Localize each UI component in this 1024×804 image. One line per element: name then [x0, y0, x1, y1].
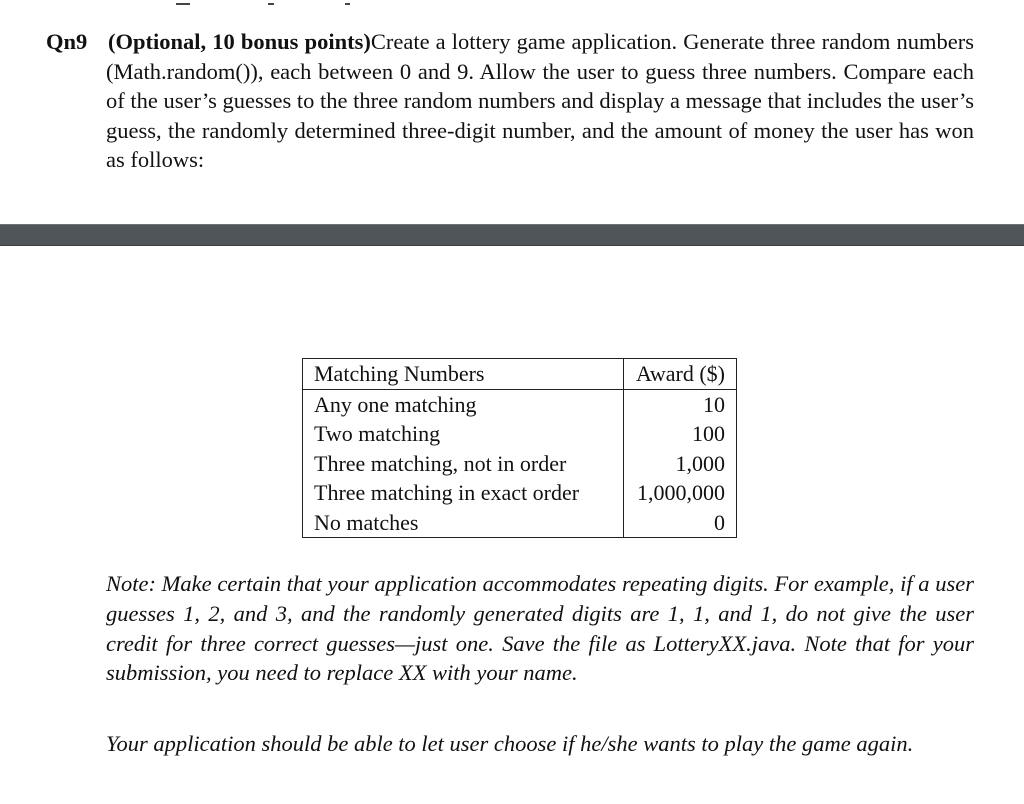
match-cell: Three matching, not in order [314, 450, 567, 476]
table-row [303, 419, 737, 449]
table-row [303, 389, 737, 419]
question-number: Qn9 [46, 29, 88, 54]
award-cell: 10 [624, 389, 737, 419]
header-award: Award ($) [624, 359, 737, 390]
page-divider-bar [0, 224, 1024, 246]
table-row [303, 478, 737, 508]
previous-page-text-fragment [0, 0, 1024, 6]
match-cell: Any one matching [314, 391, 477, 417]
question-body [106, 27, 974, 175]
bonus-label: (Optional, 10 bonus points) [108, 29, 371, 54]
table-header-row [303, 359, 737, 390]
question-text: Create a lottery game application. Generate three random numbers (Math.random()), each between 0 and 9. Allow the user to guess three numbers. Compare each of the user’s guesses to the three random numbers and display a message that includes the user’s guess, the randomly determined three-digit number, and the amount of money the user has won as follows: [106, 29, 974, 172]
table-row [303, 508, 737, 538]
award-cell: 1,000,000 [624, 478, 737, 508]
match-cell: No matches [314, 509, 419, 535]
award-cell: 100 [624, 419, 737, 449]
replay-requirement: Your application should be able to let user choose if he/she wants to play the game again. [106, 731, 914, 756]
award-cell: 1,000 [624, 449, 737, 479]
award-table [302, 358, 737, 538]
note-paragraph: Note: Make certain that your application accommodates repeating digits. For example, if a user guesses 1, 2, and 3, and the randomly generated digits are 1, 1, and 1, do not give the user credit for three correct guesses—just one. Save the file as LotteryXX.java. Note that for your submission, you need to replace XX with your name. [106, 571, 974, 686]
header-matching-numbers: Matching Numbers [303, 359, 624, 390]
award-cell: 0 [624, 508, 737, 538]
match-cell: Three matching in exact order [314, 480, 580, 505]
question-block [44, 27, 974, 175]
match-cell: Two matching [314, 421, 441, 446]
table-row [303, 449, 737, 479]
